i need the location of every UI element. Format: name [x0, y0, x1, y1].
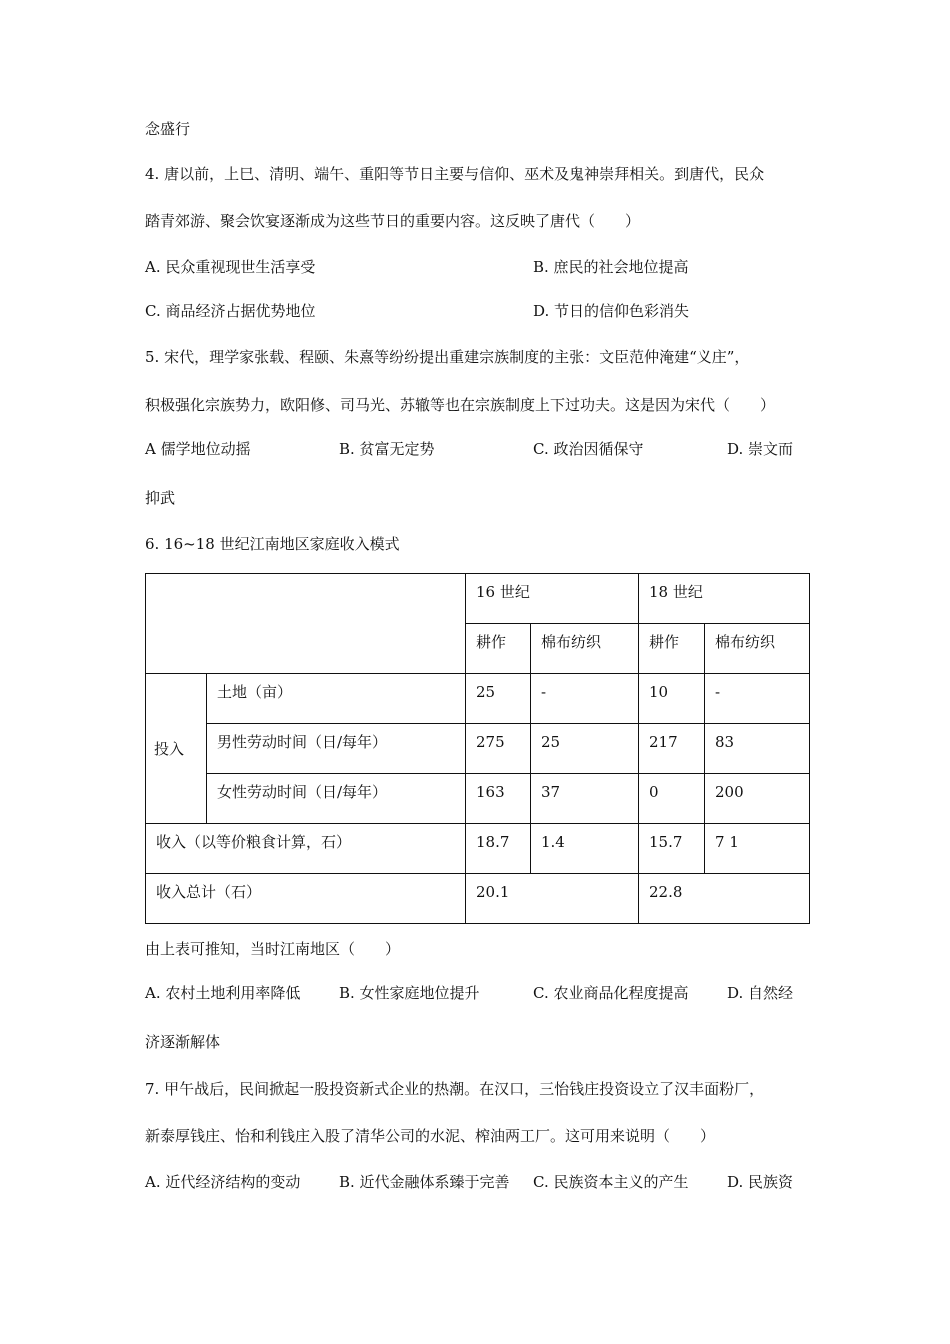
question-7-option-d: D. 民族资: [727, 1173, 794, 1191]
table-corner: [146, 574, 466, 674]
header-18th-century: 18 世纪: [639, 574, 810, 624]
cell-male-weaving-18: 83: [705, 724, 810, 774]
question-4-option-a: A. 民众重视现世生活享受: [145, 258, 316, 276]
cell-total-18: 22.8: [639, 874, 810, 924]
input-group-label: 投入: [146, 674, 207, 824]
question-6-title: 6. 16~18 世纪江南地区家庭收入模式: [145, 535, 400, 553]
question-5-option-c: C. 政治因循保守: [533, 440, 644, 458]
question-5-option-d-wrap: 抑武: [145, 489, 176, 507]
question-4-option-d: D. 节日的信仰色彩消失: [533, 302, 690, 320]
cell-total-16: 20.1: [466, 874, 639, 924]
question-5-option-b: B. 贫富无定势: [339, 440, 435, 458]
cell-income-weaving-18: 7 1: [705, 824, 810, 874]
row-label-male-labor: 男性劳动时间（日/每年）: [207, 724, 466, 774]
question-7-line-2: 新泰厚钱庄、怡和利钱庄入股了清华公司的水泥、榨油两工厂。这可用来说明（ ）: [145, 1127, 716, 1145]
cell-land-weaving-16: -: [531, 674, 639, 724]
subheader-weaving-16: 棉布纺织: [531, 624, 639, 674]
subheader-farming-16: 耕作: [466, 624, 531, 674]
row-label-land: 土地（亩）: [207, 674, 466, 724]
cell-land-farming-18: 10: [639, 674, 705, 724]
cell-female-farming-18: 0: [639, 774, 705, 824]
question-6-option-b: B. 女性家庭地位提升: [339, 984, 480, 1002]
row-label-female-labor: 女性劳动时间（日/每年）: [207, 774, 466, 824]
question-5-line-1: 5. 宋代，理学家张载、程颐、朱熹等纷纷提出重建宗族制度的主张：文臣范仲淹建“义庄”，: [145, 348, 750, 366]
question-6-option-d-wrap: 济逐渐解体: [145, 1033, 221, 1051]
row-label-total-income: 收入总计（石）: [146, 874, 466, 924]
line-continuation-0: 念盛行: [145, 120, 191, 138]
question-7-option-b: B. 近代金融体系臻于完善: [339, 1173, 510, 1191]
question-4-option-c: C. 商品经济占据优势地位: [145, 302, 316, 320]
question-4-option-b: B. 庶民的社会地位提高: [533, 258, 689, 276]
cell-income-weaving-16: 1.4: [531, 824, 639, 874]
question-5-line-2: 积极强化宗族势力，欧阳修、司马光、苏辙等也在宗族制度上下过功夫。这是因为宋代（ ）: [145, 396, 776, 414]
header-16th-century: 16 世纪: [466, 574, 639, 624]
question-4-line-2: 踏青郊游、聚会饮宴逐渐成为这些节日的重要内容。这反映了唐代（ ）: [145, 212, 641, 230]
question-7-line-1: 7. 甲午战后，民间掀起一股投资新式企业的热潮。在汉口，三怡钱庄投资设立了汉丰面粉厂，: [145, 1080, 765, 1098]
cell-income-farming-18: 15.7: [639, 824, 705, 874]
cell-male-farming-16: 275: [466, 724, 531, 774]
question-5-option-d: D. 崇文而: [727, 440, 794, 458]
cell-male-farming-18: 217: [639, 724, 705, 774]
question-6-option-c: C. 农业商品化程度提高: [533, 984, 689, 1002]
cell-female-weaving-16: 37: [531, 774, 639, 824]
cell-female-weaving-18: 200: [705, 774, 810, 824]
income-table: [145, 573, 810, 924]
cell-female-farming-16: 163: [466, 774, 531, 824]
question-6-option-d: D. 自然经: [727, 984, 794, 1002]
question-5-option-a: A 儒学地位动摇: [145, 440, 251, 458]
question-6-option-a: A. 农村土地利用率降低: [145, 984, 301, 1002]
subheader-weaving-18: 棉布纺织: [705, 624, 810, 674]
cell-land-farming-16: 25: [466, 674, 531, 724]
row-label-income: 收入（以等价粮食计算，石）: [146, 824, 466, 874]
cell-male-weaving-16: 25: [531, 724, 639, 774]
question-4-line-1: 4. 唐以前，上巳、清明、端午、重阳等节日主要与信仰、巫术及鬼神崇拜相关。到唐代，民众: [145, 165, 765, 183]
question-7-option-c: C. 民族资本主义的产生: [533, 1173, 689, 1191]
cell-income-farming-16: 18.7: [466, 824, 531, 874]
subheader-farming-18: 耕作: [639, 624, 705, 674]
question-6-prompt: 由上表可推知，当时江南地区（ ）: [145, 940, 401, 958]
cell-land-weaving-18: -: [705, 674, 810, 724]
question-7-option-a: A. 近代经济结构的变动: [145, 1173, 301, 1191]
